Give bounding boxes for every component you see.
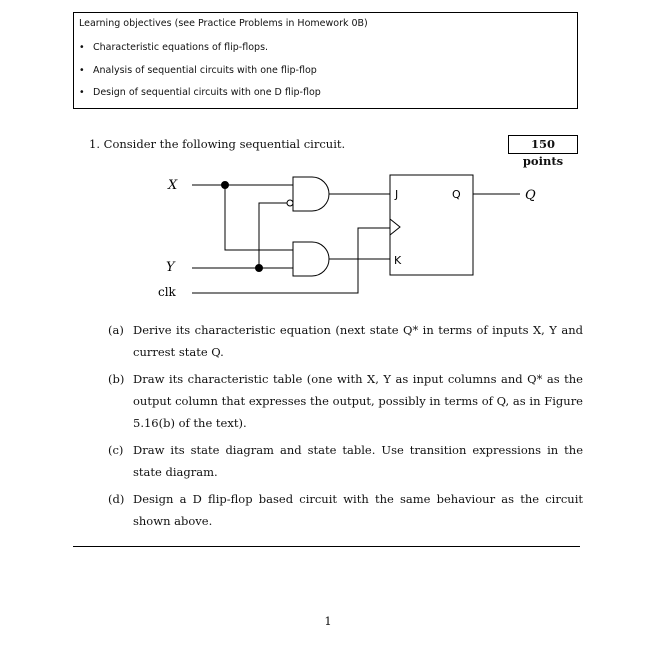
upper-and-gate [293, 177, 329, 211]
wire-to-clk-input [329, 228, 390, 259]
objectives-title: Learning objectives (see Practice Problems in Homework 0B) [79, 18, 368, 29]
wire-clk [192, 259, 358, 293]
bullet-icon: • [79, 65, 85, 76]
page-number: 1 [324, 614, 332, 628]
pin-j-label: J [395, 188, 399, 201]
pin-k-label: K [394, 254, 402, 267]
bullet-icon: • [79, 42, 85, 53]
problem-number: 1. [89, 137, 100, 151]
objective-item: • Design of sequential circuits with one D flip-flop [79, 87, 321, 98]
part-c: (c) Draw its state diagram and state table. Use transition expressions in the state diagram. [108, 443, 583, 479]
objective-item: • Analysis of sequential circuits with one flip-flop [79, 65, 317, 76]
problem-prompt: Consider the following sequential circuit. [103, 137, 346, 151]
points-box: 150 points [508, 135, 578, 154]
lower-and-gate [293, 242, 329, 276]
bullet-icon: • [79, 87, 85, 98]
inversion-bubble [287, 200, 293, 206]
objective-item: • Characteristic equations of flip-flops. [79, 42, 269, 53]
part-d: (d) Design a D flip-flop based circuit with the same behaviour as the circuit shown above. [108, 492, 583, 528]
part-b: (b) Draw its characteristic table (one with X, Y as input columns and Q* as the output column that expresses the output, possibly in terms of Q, as in Figure 5.16(b) of the text). [108, 372, 583, 430]
input-x-label: X [168, 178, 178, 193]
wire-y-to-upper-gate [259, 203, 287, 268]
input-clk-label: clk [158, 285, 176, 299]
part-a: (a) Derive its characteristic equation (next state Q* in terms of inputs X, Y and currest state Q. [108, 323, 583, 359]
horizontal-rule [73, 546, 580, 547]
clock-triangle-icon [390, 219, 400, 235]
output-q-label: Q [525, 188, 536, 203]
pin-q-label: Q [452, 188, 461, 201]
sequential-circuit-diagram [0, 0, 656, 320]
input-y-label: Y [166, 260, 175, 275]
